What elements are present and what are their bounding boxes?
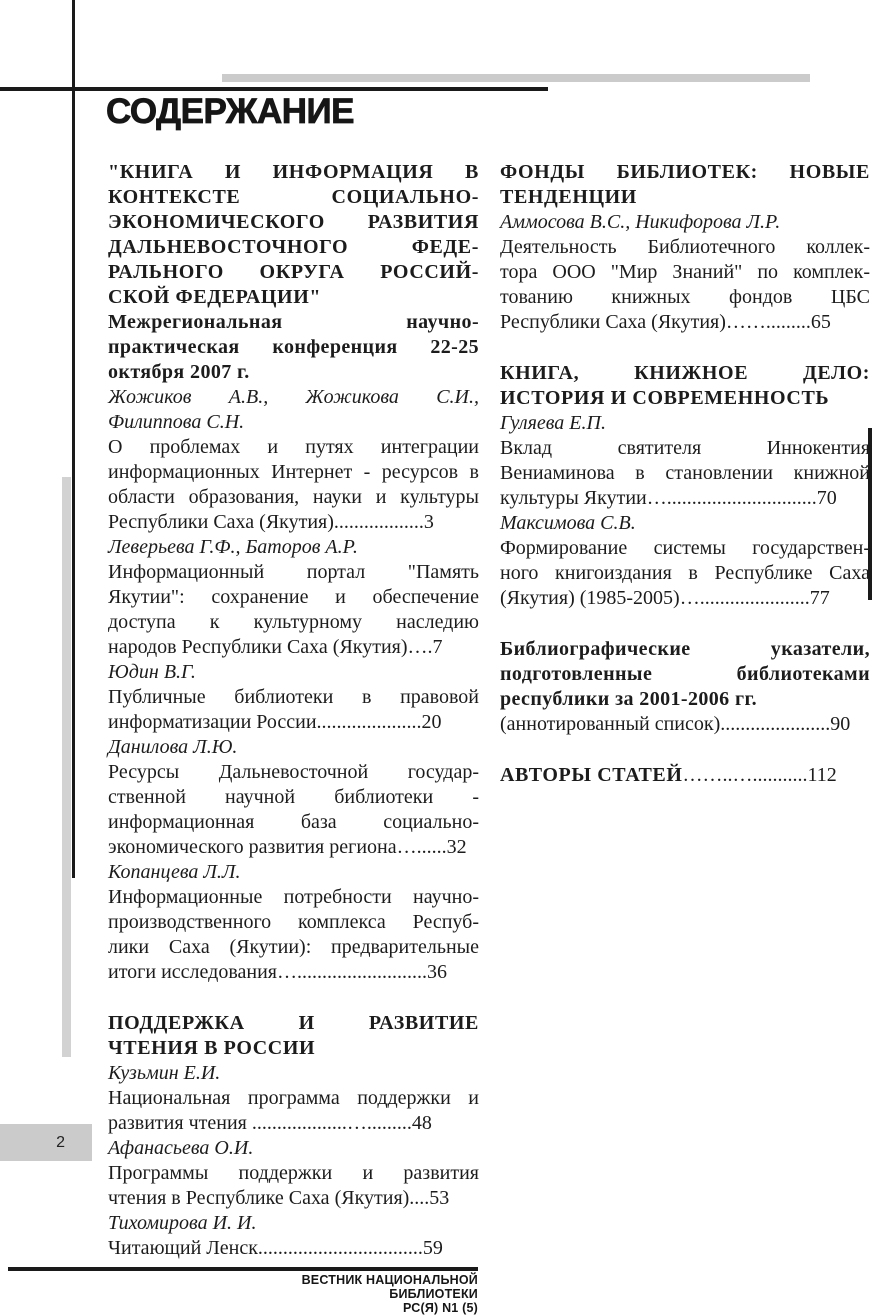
toc-entry-line: Республики Саха (Якутия)…….........65 bbox=[500, 311, 831, 333]
toc-entry-line: культуры Якутии…..............................70 bbox=[500, 487, 837, 509]
page-title: СОДЕРЖАНИЕ bbox=[106, 92, 355, 131]
toc-section-heading-line: ТЕНДЕНЦИИ bbox=[500, 186, 637, 208]
toc-entry-line: доступа к культурному наследию bbox=[108, 611, 479, 633]
toc-section-heading-line: ИСТОРИЯ И СОВРЕМЕННОСТЬ bbox=[500, 387, 830, 409]
toc-author-line: Жожиков А.В., Жожикова С.И., bbox=[108, 386, 479, 408]
toc-entry-line: Вклад святителя Иннокентия bbox=[500, 437, 870, 459]
footer-rule bbox=[8, 1267, 478, 1271]
toc-entry-line: информационных Интернет - ресурсов в bbox=[108, 461, 479, 483]
toc-entry-line: области образования, науки и культуры bbox=[108, 486, 479, 508]
toc-section-heading-line: ДАЛЬНЕВОСТОЧНОГО ФЕДЕ- bbox=[108, 236, 479, 258]
toc-bold-label: АВТОРЫ СТАТЕЙ bbox=[500, 764, 683, 786]
toc-block bbox=[108, 1011, 479, 1261]
toc-author-line: Аммосова В.С., Никифорова Л.Р. bbox=[500, 211, 781, 233]
toc-author-line: Афанасьева О.И. bbox=[108, 1137, 254, 1159]
toc-subheading-line: Межрегиональная научно- bbox=[108, 311, 479, 333]
top-gray-bar bbox=[222, 74, 810, 82]
toc-block bbox=[500, 160, 870, 335]
toc-entry-line: Публичные библиотеки в правовой bbox=[108, 686, 479, 708]
page-number: 2 bbox=[56, 1133, 65, 1151]
toc-entry-line: Программы поддержки и развития bbox=[108, 1162, 479, 1184]
toc-entry-line: ного книгоиздания в Республике Саха bbox=[500, 562, 870, 584]
toc-author-line: Гуляева Е.П. bbox=[500, 412, 606, 434]
toc-entry-line: лики Саха (Якутии): предварительные bbox=[108, 936, 479, 958]
left-margin-rule bbox=[72, 0, 75, 878]
toc-entry-line: тора ООО "Мир Знаний" по комплек- bbox=[500, 261, 870, 283]
toc-section-heading-line: ЭКОНОМИЧЕСКОГО РАЗВИТИЯ bbox=[108, 211, 479, 233]
toc-subheading-line: практическая конференция 22-25 bbox=[108, 336, 479, 358]
toc-section-heading-line: КНИГА, КНИЖНОЕ ДЕЛО: bbox=[500, 362, 870, 384]
toc-section-heading-line: ЧТЕНИЯ В РОССИИ bbox=[108, 1037, 316, 1059]
toc-entry-line: Информационные потребности научно- bbox=[108, 886, 479, 908]
toc-author-line: Кузьмин Е.И. bbox=[108, 1062, 221, 1084]
toc-entry-line: Вениаминова в становлении книжной bbox=[500, 462, 870, 484]
toc-entry-line: (Якутия) (1985-2005)…......................77 bbox=[500, 587, 830, 609]
toc-entry-line bbox=[500, 763, 870, 788]
toc-author-line: Данилова Л.Ю. bbox=[108, 736, 238, 758]
toc-section-heading-line: РАЛЬНОГО ОКРУГА РОССИЙ- bbox=[108, 261, 479, 283]
toc-entry-line: народов Республики Саха (Якутия)….7 bbox=[108, 636, 443, 658]
toc-block bbox=[500, 637, 870, 737]
toc-entry-line: развития чтения ...................….........48 bbox=[108, 1112, 432, 1134]
footer-line: БИБЛИОТЕКИ bbox=[389, 1287, 478, 1301]
toc-section-heading-line: КОНТЕКСТЕ СОЦИАЛЬНО- bbox=[108, 186, 479, 208]
toc-entry-line: информатизации России.....................20 bbox=[108, 711, 442, 733]
toc-entry-line: Национальная программа поддержки и bbox=[108, 1087, 479, 1109]
toc-author-line: Копанцева Л.Л. bbox=[108, 861, 241, 883]
toc-entry-line: информационная база социально- bbox=[108, 811, 479, 833]
toc-entry-line: Читающий Ленск.................................59 bbox=[108, 1237, 443, 1259]
toc-column-right bbox=[500, 160, 870, 788]
toc-entry-line: производственного комплекса Респуб- bbox=[108, 911, 479, 933]
toc-subheading-line: Библиографические указатели, bbox=[500, 638, 870, 660]
toc-entry-line: О проблемах и путях интеграции bbox=[108, 436, 479, 458]
header-rule bbox=[0, 87, 548, 91]
toc-section-heading-line: ФОНДЫ БИБЛИОТЕК: НОВЫЕ bbox=[500, 161, 870, 183]
toc-author-line: Филиппова С.Н. bbox=[108, 411, 245, 433]
toc-entry-line: Ресурсы Дальневосточной государ- bbox=[108, 761, 479, 783]
toc-author-line: Юдин В.Г. bbox=[108, 661, 196, 683]
page-number-box bbox=[0, 1124, 92, 1161]
journal-footer bbox=[302, 1273, 478, 1315]
toc-entry-line: (аннотированный список)......................90 bbox=[500, 713, 851, 735]
toc-entry-line: Республики Саха (Якутия)..................3 bbox=[108, 511, 434, 533]
toc-subheading-line: республики за 2001-2006 гг. bbox=[500, 688, 758, 710]
toc-block bbox=[500, 763, 870, 788]
toc-author-line: Тихомирова И. И. bbox=[108, 1212, 257, 1234]
toc-entry-line: Якутии": сохранение и обеспечение bbox=[108, 586, 479, 608]
toc-section-heading-line: "КНИГА И ИНФОРМАЦИЯ В bbox=[108, 161, 479, 183]
toc-entry-line: тованию книжных фондов ЦБС bbox=[500, 286, 870, 308]
footer-line: ВЕСТНИК НАЦИОНАЛЬНОЙ bbox=[301, 1273, 478, 1287]
toc-section-heading-line: ПОДДЕРЖКА И РАЗВИТИЕ bbox=[108, 1012, 479, 1034]
toc-block bbox=[108, 160, 479, 985]
toc-block bbox=[500, 361, 870, 611]
footer-line: РС(Я) N1 (5) bbox=[403, 1301, 478, 1315]
toc-section-heading-line: СКОЙ ФЕДЕРАЦИИ" bbox=[108, 286, 322, 308]
toc-subheading-line: октября 2007 г. bbox=[108, 361, 250, 383]
toc-entry-line: Информационный портал "Память bbox=[108, 561, 479, 583]
toc-subheading-line: подготовленные библиотеками bbox=[500, 663, 870, 685]
toc-entry-line: чтения в Республике Саха (Якутия)....53 bbox=[108, 1187, 450, 1209]
toc-entry-line: Формирование системы государствен- bbox=[500, 537, 870, 559]
toc-entry-line: ственной научной библиотеки - bbox=[108, 786, 479, 808]
left-gray-rule bbox=[62, 477, 71, 1057]
toc-entry-line: Деятельность Библиотечного коллек- bbox=[500, 236, 870, 258]
toc-dot-leader: ……..…...........112 bbox=[682, 764, 837, 786]
toc-entry-line: итоги исследования…..........................36 bbox=[108, 961, 447, 983]
toc-column-left bbox=[108, 160, 479, 1261]
toc-author-line: Максимова С.В. bbox=[500, 512, 636, 534]
toc-entry-line: экономического развития региона…......32 bbox=[108, 836, 467, 858]
toc-author-line: Леверьева Г.Ф., Баторов А.Р. bbox=[108, 536, 358, 558]
